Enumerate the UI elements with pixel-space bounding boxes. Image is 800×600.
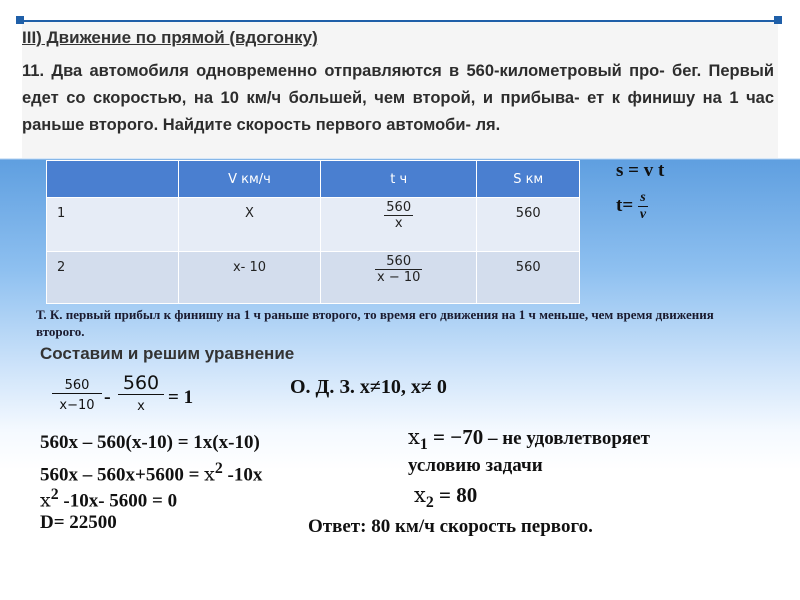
equation-rhs: = 1 [168, 387, 194, 408]
discriminant: D= 22500 [40, 512, 117, 533]
row-label: 1 [47, 198, 179, 252]
header-distance: S км [477, 161, 580, 198]
time-denominator: x [384, 215, 413, 231]
x2-subscript: 2 [425, 493, 434, 511]
x1-value: = −70 [427, 425, 484, 449]
problem-number: 11. [22, 62, 45, 80]
line2-exponent: 2 [214, 460, 223, 477]
row-distance: 560 [477, 198, 580, 252]
header-speed: V км/ч [179, 161, 321, 198]
solution-line-2 [40, 460, 262, 486]
table-header-row [47, 161, 580, 198]
domain-restriction: О. Д. З. x≠10, x≠ 0 [290, 376, 447, 398]
time-denominator: x − 10 [377, 270, 421, 285]
root-x2 [414, 483, 477, 512]
motion-table [46, 160, 580, 298]
formula-t [616, 190, 648, 223]
time-fraction [375, 254, 422, 285]
line2-part-c: -10x [222, 464, 263, 486]
table-row [47, 198, 580, 252]
equation-fraction-1 [52, 378, 102, 413]
x2-var: x [414, 483, 426, 507]
time-numerator: 560 [386, 254, 412, 269]
row-speed: X [179, 198, 321, 252]
formula-t-prefix: t= [616, 194, 634, 216]
line3-part-b: -10x- 5600 = 0 [58, 490, 178, 512]
header-time: t ч [320, 161, 476, 198]
row-speed: x- 10 [179, 252, 321, 304]
solution-heading: Составим и решим уравнение [40, 344, 295, 363]
eq-frac2-denominator: x [118, 394, 164, 414]
row-time [320, 252, 476, 304]
formula-t-numerator: s [640, 190, 646, 205]
equation-minus: - [104, 386, 111, 408]
x1-note: – не удовлетворяет [483, 428, 650, 449]
formula-s-vt: s = v t [616, 160, 665, 181]
root-x1 [408, 425, 650, 454]
answer: Ответ: 80 км/ч скорость первого. [308, 516, 593, 537]
top-rule [22, 20, 778, 22]
solution-line-1: 560x – 560(x-10) = 1x(x-10) [40, 432, 260, 453]
row-label: 2 [47, 252, 179, 304]
eq-frac1-numerator: 560 [64, 378, 90, 393]
eq-frac2-numerator: 560 [122, 372, 160, 394]
corner-marker-right [774, 16, 782, 24]
row-distance: 560 [477, 252, 580, 304]
row-time [320, 198, 476, 252]
formula-t-fraction [638, 190, 648, 223]
header-empty [47, 161, 179, 198]
x1-var: x [408, 425, 420, 449]
problem-text: Два автомобиля одновременно отправляются в 560-километровый про- бег. Первый едет со скоростью, на 10 км/ч большей, чем второй, и прибыва- ет к финишу на 1 час раньше второго. Найдите скорость первого автомоби- ля. [22, 62, 775, 134]
time-numerator: 560 [386, 200, 412, 215]
line2-var: x [204, 463, 215, 486]
eq-frac1-denominator: x−10 [52, 393, 102, 413]
line3-exponent: 2 [50, 486, 59, 503]
section-title: III) Движение по прямой (вдогонку) [22, 28, 318, 47]
time-fraction [384, 200, 413, 231]
root-x1-note-2: условию задачи [408, 455, 543, 476]
corner-marker-left [16, 16, 24, 24]
line2-part-a: 560x – 560x+5600 = [40, 464, 205, 486]
equation-fraction-2 [118, 372, 164, 414]
formula-t-denominator: v [639, 207, 647, 222]
explanation-note: Т. К. первый прибыл к финишу на 1 ч раньше второго, то время его движения на 1 ч меньше, чем время движения второго. [36, 307, 714, 339]
x2-value: = 80 [433, 483, 478, 507]
solution-line-3 [40, 486, 177, 512]
problem-statement [22, 58, 774, 139]
x1-subscript: 1 [419, 435, 428, 453]
table-row [47, 252, 580, 304]
line3-var: x [40, 489, 51, 512]
